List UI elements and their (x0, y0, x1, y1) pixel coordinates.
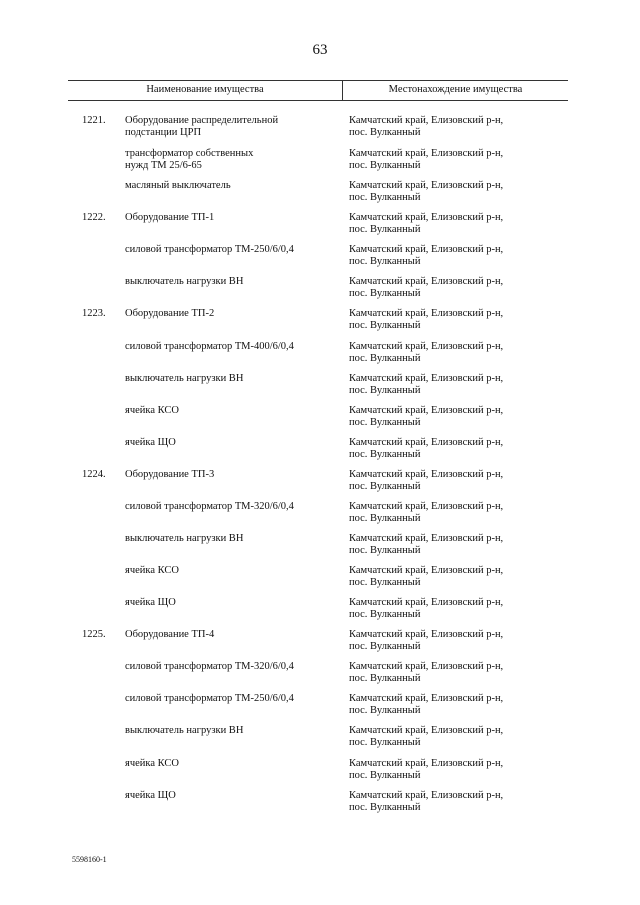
property-location: Камчатский край, Елизовский р-н, пос. Вулканный (349, 565, 504, 588)
property-name: Оборудование ТП-2 (125, 308, 215, 319)
property-location: Камчатский край, Елизовский р-н, пос. Вулканный (349, 341, 504, 364)
property-name: ячейка ЩО (125, 790, 176, 801)
property-name: выключатель нагрузки ВН (125, 373, 244, 384)
item-number: 1224. (82, 469, 106, 480)
property-location: Камчатский край, Елизовский р-н, пос. Вулканный (349, 180, 504, 203)
property-location: Камчатский край, Елизовский р-н, пос. Вулканный (349, 597, 504, 620)
property-name: ячейка КСО (125, 565, 179, 576)
property-name: ячейка ЩО (125, 597, 176, 608)
property-name: выключатель нагрузки ВН (125, 533, 244, 544)
property-location: Камчатский край, Елизовский р-н, пос. Вулканный (349, 373, 504, 396)
property-location: Камчатский край, Елизовский р-н, пос. Вулканный (349, 437, 504, 460)
item-number: 1225. (82, 629, 106, 640)
header-bottom-rule (68, 100, 568, 101)
property-name: Оборудование ТП-3 (125, 469, 215, 480)
page-number: 63 (312, 42, 328, 58)
property-name: силовой трансформатор ТМ-320/6/0,4 (125, 661, 294, 672)
property-location: Камчатский край, Елизовский р-н, пос. Вулканный (349, 790, 504, 813)
item-number: 1222. (82, 212, 106, 223)
property-name: Оборудование ТП-1 (125, 212, 215, 223)
property-name: Оборудование ТП-4 (125, 629, 215, 640)
property-name: масляный выключатель (125, 180, 231, 191)
column-header-name: Наименование имущества (146, 84, 264, 95)
property-location: Камчатский край, Елизовский р-н, пос. Вулканный (349, 405, 504, 428)
property-name: Оборудование распределительной подстанции ЦРП (125, 115, 279, 138)
property-location: Камчатский край, Елизовский р-н, пос. Вулканный (349, 244, 504, 267)
property-name: силовой трансформатор ТМ-250/6/0,4 (125, 693, 294, 704)
item-number: 1223. (82, 308, 106, 319)
item-number: 1221. (82, 115, 106, 126)
property-location: Камчатский край, Елизовский р-н, пос. Вулканный (349, 308, 504, 331)
property-location: Камчатский край, Елизовский р-н, пос. Вулканный (349, 661, 504, 684)
property-location: Камчатский край, Елизовский р-н, пос. Вулканный (349, 148, 504, 171)
property-name: силовой трансформатор ТМ-250/6/0,4 (125, 244, 294, 255)
property-name: выключатель нагрузки ВН (125, 276, 244, 287)
property-location: Камчатский край, Елизовский р-н, пос. Вулканный (349, 276, 504, 299)
property-location: Камчатский край, Елизовский р-н, пос. Вулканный (349, 115, 504, 138)
property-location: Камчатский край, Елизовский р-н, пос. Вулканный (349, 501, 504, 524)
document-code: 5598160-1 (72, 855, 107, 864)
property-name: силовой трансформатор ТМ-400/6/0,4 (125, 341, 294, 352)
property-name: ячейка КСО (125, 758, 179, 769)
property-name: ячейка КСО (125, 405, 179, 416)
property-name: трансформатор собственных нужд ТМ 25/6-65 (125, 148, 254, 171)
property-name: ячейка ЩО (125, 437, 176, 448)
property-name: выключатель нагрузки ВН (125, 725, 244, 736)
property-location: Камчатский край, Елизовский р-н, пос. Вулканный (349, 533, 504, 556)
property-location: Камчатский край, Елизовский р-н, пос. Вулканный (349, 212, 504, 235)
property-location: Камчатский край, Елизовский р-н, пос. Вулканный (349, 629, 504, 652)
property-location: Камчатский край, Елизовский р-н, пос. Вулканный (349, 469, 504, 492)
table-top-rule (68, 80, 568, 81)
property-name: силовой трансформатор ТМ-320/6/0,4 (125, 501, 294, 512)
property-location: Камчатский край, Елизовский р-н, пос. Вулканный (349, 758, 504, 781)
property-location: Камчатский край, Елизовский р-н, пос. Вулканный (349, 725, 504, 748)
property-location: Камчатский край, Елизовский р-н, пос. Вулканный (349, 693, 504, 716)
column-header-location: Местонахождение имущества (388, 84, 523, 95)
